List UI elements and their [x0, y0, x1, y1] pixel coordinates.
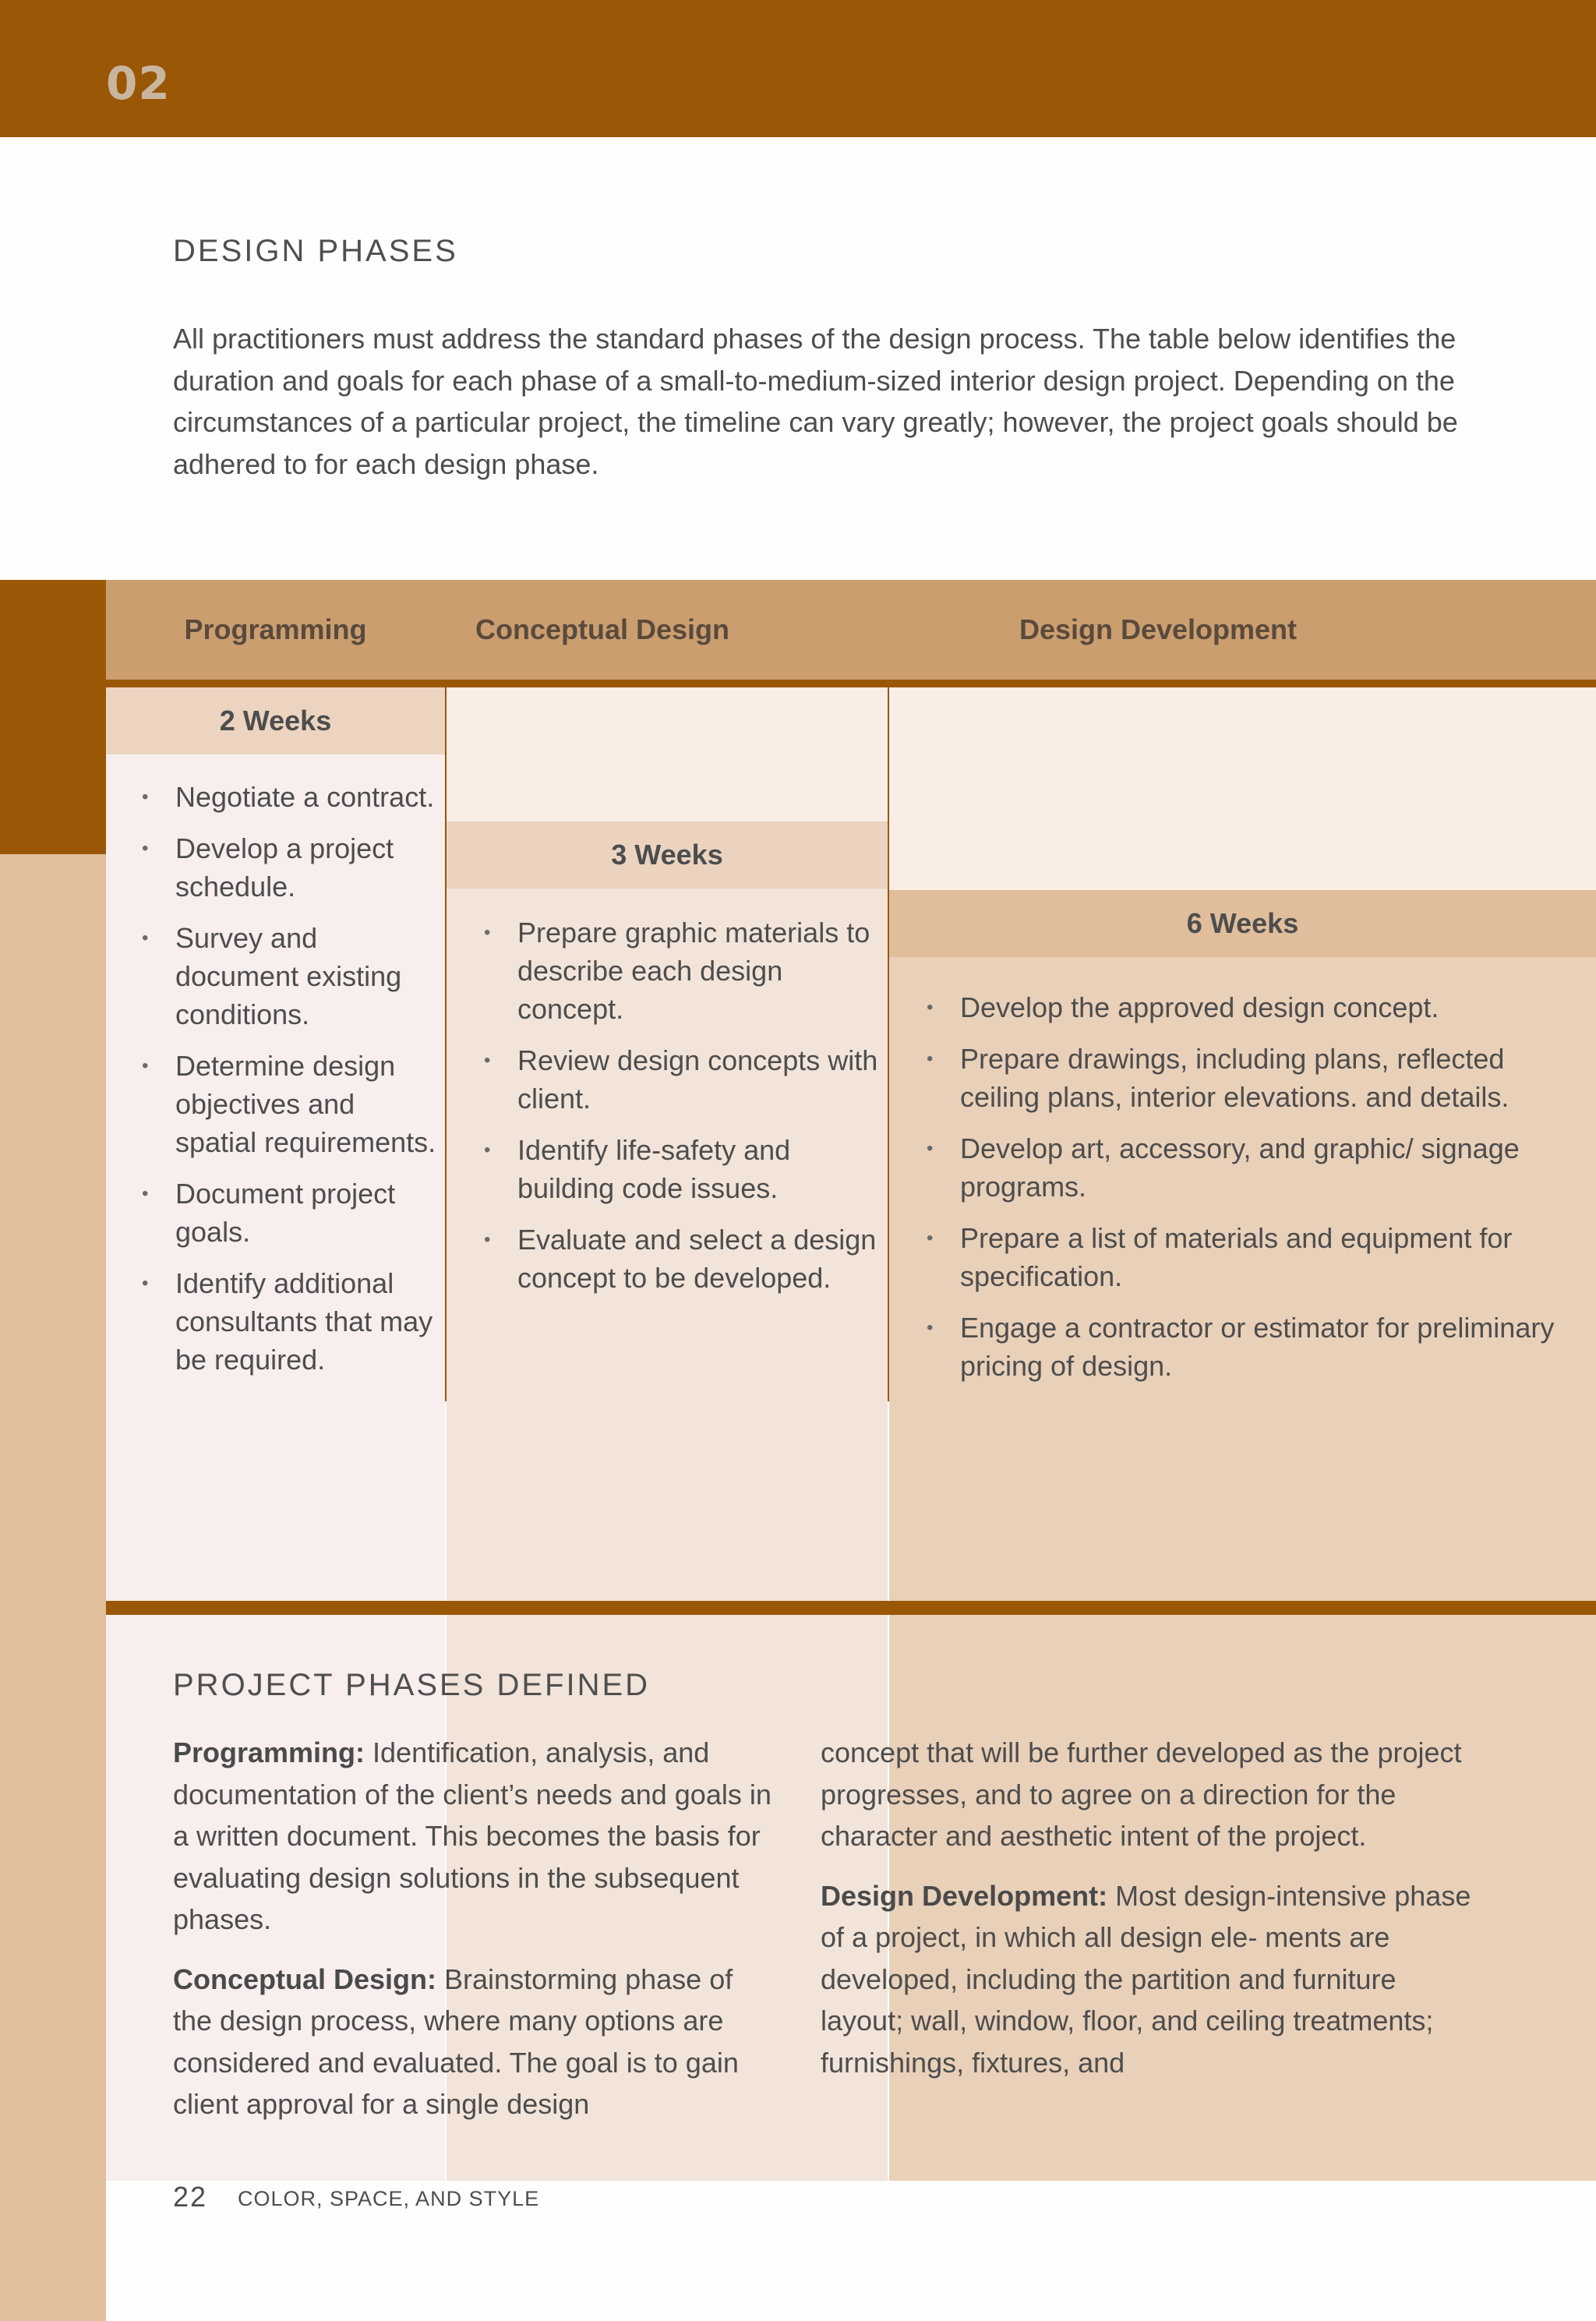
intro-paragraph: All practitioners must address the standard phases of the design process. The table below identifies the duration and goals for each phase of a small-to-medium-sized interior design project. Depending on the circumstances of a particular project, the timeline can vary greatly; however, the project goals should be adhered to for each design phase.: [173, 323, 1458, 480]
chapter-number: 02: [106, 57, 171, 110]
column-divider: [888, 687, 889, 1401]
duration-design-development: 6 Weeks: [889, 890, 1596, 957]
duration-programming: 2 Weeks: [106, 687, 445, 754]
definitions-column-right: [821, 1732, 1483, 2101]
header-rule: [106, 680, 1596, 687]
task-item: • Determine design objectives and spatial requirements.: [142, 1047, 438, 1161]
definition-text: Most design-intensive phase of a project, in which all design ele- ments are developed, including the partition and furniture layout; wall, window, floor, and ceiling treatments; furnishings, fixtures, and: [821, 1879, 1471, 2079]
top-banner: [0, 0, 1596, 137]
task-item: • Prepare a list of materials and equipment for specification.: [927, 1219, 1566, 1295]
column-divider: [445, 687, 447, 1401]
design-phases-table: [106, 580, 1596, 1615]
definition-text: Identification, analysis, and documentation of the client’s needs and goals in a written document. This becomes the basis for evaluating design solutions in the subsequent phases.: [173, 1736, 772, 1935]
task-item: • Negotiate a contract.: [142, 778, 438, 816]
term-conceptual-design: Conceptual Design:: [173, 1962, 437, 1995]
definition-programming: [173, 1732, 773, 1941]
task-item: • Document project goals.: [142, 1175, 438, 1251]
task-list-conceptual-design: [484, 913, 883, 1310]
table-header-row: [106, 580, 1596, 680]
definition-conceptual-design: [173, 1959, 773, 2125]
task-item: • Engage a contractor or estimator for preliminary pricing of design.: [927, 1309, 1566, 1385]
duration-conceptual-design: 3 Weeks: [447, 821, 888, 888]
table-bottom-rule: [106, 1601, 1596, 1615]
task-item: • Identify life-safety and building code issues.: [484, 1131, 883, 1207]
column-spacer: [889, 687, 1596, 890]
section-title-design-phases: DESIGN PHASES: [173, 234, 458, 268]
task-list-design-development: [927, 988, 1566, 1398]
task-item: • Develop the approved design concept.: [927, 988, 1566, 1026]
page-number: 22: [173, 2181, 208, 2213]
task-item: • Develop a project schedule.: [142, 829, 438, 906]
left-decorative-strip-dark: [0, 580, 106, 854]
header-programming: Programming: [184, 613, 367, 645]
term-programming: Programming:: [173, 1736, 365, 1768]
task-list-programming: [142, 778, 438, 1392]
definition-text: Brainstorming phase of the design process, where many options are considered and evaluated. The goal is to gain client approval for a single design: [173, 1962, 739, 2120]
running-head: COLOR, SPACE, AND STYLE: [238, 2187, 540, 2210]
task-item: • Identify additional consultants that may be required.: [142, 1264, 438, 1379]
section-title-project-phases-defined: PROJECT PHASES DEFINED: [173, 1668, 651, 1702]
task-item: • Prepare drawings, including plans, reflected ceiling plans, interior elevations. and details.: [927, 1040, 1566, 1116]
term-design-development: Design Development:: [821, 1879, 1108, 1912]
header-design-development: Design Development: [1019, 613, 1298, 645]
column-spacer: [447, 687, 888, 821]
definition-design-development: [821, 1875, 1483, 2084]
definition-continued: concept that will be further developed as the project progresses, and to agree on a direction for the character and aesthetic intent of the project.: [821, 1736, 1462, 1852]
task-item: • Develop art, accessory, and graphic/ signage programs.: [927, 1129, 1566, 1206]
task-item: • Review design concepts with client.: [484, 1041, 883, 1118]
task-item: • Survey and document existing conditions.: [142, 919, 438, 1033]
task-item: • Evaluate and select a design concept to be developed.: [484, 1221, 883, 1297]
header-conceptual-design: Conceptual Design: [475, 613, 730, 645]
task-item: • Prepare graphic materials to describe each design concept.: [484, 913, 883, 1028]
definitions-column-left: [173, 1732, 773, 2143]
